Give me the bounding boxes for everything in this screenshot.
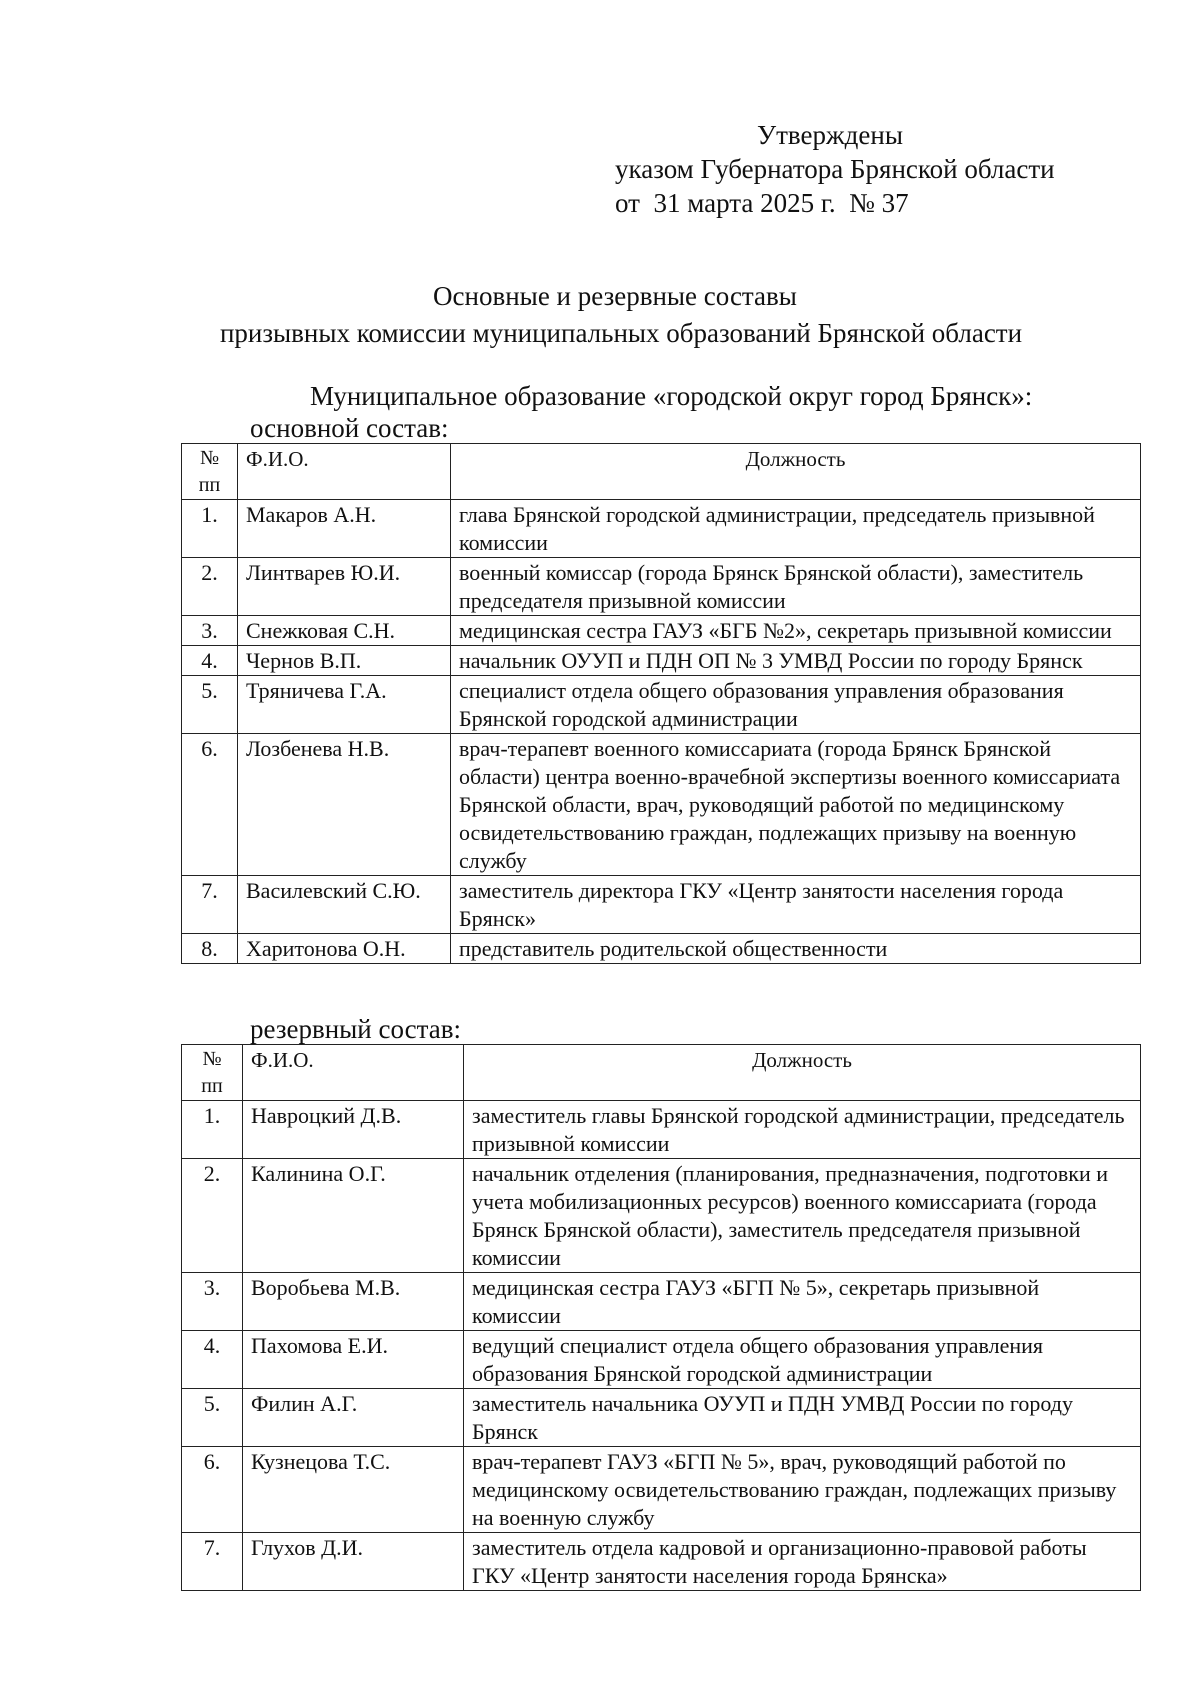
member-name: Лозбенева Н.В.	[238, 734, 451, 876]
approval-block	[615, 118, 1055, 220]
approval-heading: Утверждены	[757, 120, 903, 150]
member-name: Пахомова Е.И.	[243, 1331, 464, 1389]
reserve-composition-table	[181, 1044, 1141, 1591]
row-number: 1.	[182, 1101, 243, 1159]
member-position: заместитель начальника ОУУП и ПДН УМВД России по городу Брянск	[464, 1389, 1141, 1447]
table-row	[182, 646, 1141, 676]
table-row	[182, 1273, 1141, 1331]
table-row	[182, 676, 1141, 734]
member-name: Калинина О.Г.	[243, 1159, 464, 1273]
table-row	[182, 876, 1141, 934]
row-number: 6.	[182, 734, 238, 876]
table-header-row	[182, 444, 1141, 500]
table-row	[182, 734, 1141, 876]
header-position: Должность	[464, 1045, 1141, 1101]
row-number: 2.	[182, 1159, 243, 1273]
table-row	[182, 1447, 1141, 1533]
row-number: 3.	[182, 616, 238, 646]
table-row	[182, 1159, 1141, 1273]
document-title-line-1: Основные и резервные составы	[433, 281, 797, 311]
header-position: Должность	[451, 444, 1141, 500]
member-name: Филин А.Г.	[243, 1389, 464, 1447]
member-name: Линтварев Ю.И.	[238, 558, 451, 616]
table-row	[182, 1101, 1141, 1159]
row-number: 7.	[182, 876, 238, 934]
member-name: Снежковая С.Н.	[238, 616, 451, 646]
member-name: Макаров А.Н.	[238, 500, 451, 558]
table-row	[182, 934, 1141, 964]
row-number: 1.	[182, 500, 238, 558]
document-title-line-2: призывных комиссии муниципальных образований Брянской области	[219, 318, 1023, 348]
member-position: начальник ОУУП и ПДН ОП № 3 УМВД России по городу Брянск	[451, 646, 1141, 676]
row-number: 8.	[182, 934, 238, 964]
reserve-composition-label: резервный состав:	[250, 1014, 462, 1044]
header-number: № пп	[182, 444, 238, 500]
table-row	[182, 1533, 1141, 1591]
member-name: Глухов Д.И.	[243, 1533, 464, 1591]
table-row	[182, 1389, 1141, 1447]
member-position: представитель родительской общественности	[451, 934, 1141, 964]
header-full-name: Ф.И.О.	[243, 1045, 464, 1101]
table-row	[182, 500, 1141, 558]
member-name: Навроцкий Д.В.	[243, 1101, 464, 1159]
approval-date-number: от 31 марта 2025 г. № 37	[615, 188, 909, 218]
member-position: начальник отделения (планирования, предназначения, подготовки и учета мобилизационных ресурсов) военного комиссариата (города Брянск Брянской области), заместитель председателя призывной комиссии	[464, 1159, 1141, 1273]
member-name: Василевский С.Ю.	[238, 876, 451, 934]
member-position: глава Брянской городской администрации, председатель призывной комиссии	[451, 500, 1141, 558]
table-row	[182, 616, 1141, 646]
member-name: Харитонова О.Н.	[238, 934, 451, 964]
member-position: специалист отдела общего образования управления образования Брянской городской администрации	[451, 676, 1141, 734]
row-number: 2.	[182, 558, 238, 616]
row-number: 3.	[182, 1273, 243, 1331]
member-name: Воробьева М.В.	[243, 1273, 464, 1331]
header-number: № пп	[182, 1045, 243, 1101]
header-full-name: Ф.И.О.	[238, 444, 451, 500]
table-row	[182, 558, 1141, 616]
member-position: врач-терапевт ГАУЗ «БГП № 5», врач, руководящий работой по медицинскому освидетельствованию граждан, подлежащих призыву на военную службу	[464, 1447, 1141, 1533]
main-composition-label: основной состав:	[250, 413, 449, 443]
row-number: 4.	[182, 646, 238, 676]
row-number: 5.	[182, 676, 238, 734]
main-composition-table	[181, 443, 1141, 964]
approval-decree: указом Губернатора Брянской области	[615, 154, 1055, 184]
municipality-heading: Муниципальное образование «городской округ город Брянск»:	[310, 381, 1033, 411]
member-position: заместитель отдела кадровой и организационно-правовой работы ГКУ «Центр занятости населения города Брянска»	[464, 1533, 1141, 1591]
row-number: 5.	[182, 1389, 243, 1447]
member-name: Тряничева Г.А.	[238, 676, 451, 734]
table-row	[182, 1331, 1141, 1389]
row-number: 4.	[182, 1331, 243, 1389]
member-position: медицинская сестра ГАУЗ «БГБ №2», секретарь призывной комиссии	[451, 616, 1141, 646]
table-header-row	[182, 1045, 1141, 1101]
member-name: Чернов В.П.	[238, 646, 451, 676]
member-position: врач-терапевт военного комиссариата (города Брянск Брянской области) центра военно-врачебной экспертизы военного комиссариата Брянской области, врач, руководящий работой по медицинскому освидетельствованию граждан, подлежащих призыву на военную службу	[451, 734, 1141, 876]
member-position: военный комиссар (города Брянск Брянской области), заместитель председателя призывной комиссии	[451, 558, 1141, 616]
member-position: заместитель главы Брянской городской администрации, председатель призывной комиссии	[464, 1101, 1141, 1159]
member-position: медицинская сестра ГАУЗ «БГП № 5», секретарь призывной комиссии	[464, 1273, 1141, 1331]
document-title	[0, 278, 1200, 352]
row-number: 6.	[182, 1447, 243, 1533]
member-position: ведущий специалист отдела общего образования управления образования Брянской городской администрации	[464, 1331, 1141, 1389]
row-number: 7.	[182, 1533, 243, 1591]
member-position: заместитель директора ГКУ «Центр занятости населения города Брянск»	[451, 876, 1141, 934]
member-name: Кузнецова Т.С.	[243, 1447, 464, 1533]
